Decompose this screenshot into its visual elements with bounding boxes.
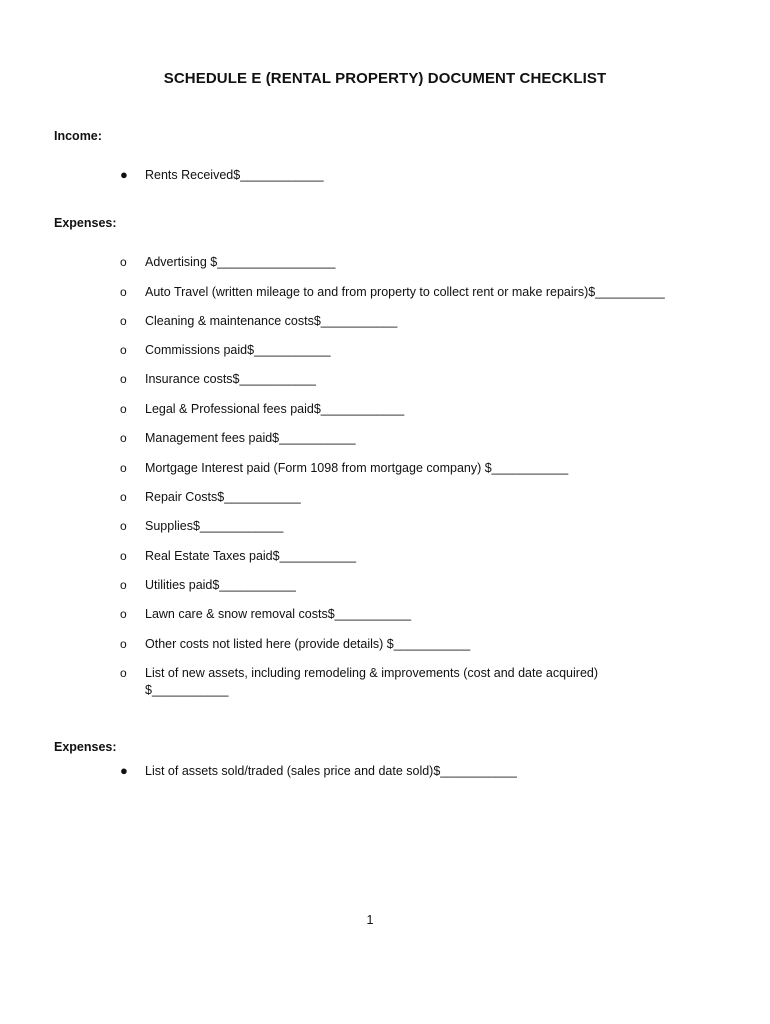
page-number: 1	[366, 913, 374, 927]
list-item-text: Utilities paid$___________	[145, 578, 296, 592]
list-item-text: Repair Costs$___________	[145, 490, 301, 504]
list-item-text: List of new assets, including remodeling & improvements (cost and date acquired)	[145, 666, 599, 680]
income-heading: Income:	[54, 129, 102, 143]
list-item-text: Legal & Professional fees paid$____________	[145, 402, 405, 416]
bullet-circle-icon: o	[120, 402, 127, 416]
bullet-disc-icon: ●	[120, 167, 128, 182]
bullet-circle-icon: o	[120, 372, 127, 386]
list-item-text: Cleaning & maintenance costs$___________	[145, 314, 398, 328]
expenses-heading: Expenses:	[54, 216, 117, 230]
bullet-circle-icon: o	[120, 666, 127, 680]
list-item-text: Management fees paid$___________	[145, 431, 356, 445]
bullet-circle-icon: o	[120, 578, 127, 592]
bullet-circle-icon: o	[120, 549, 127, 563]
list-item-text: Insurance costs$___________	[145, 372, 316, 386]
bullet-circle-icon: o	[120, 637, 127, 651]
bullet-circle-icon: o	[120, 490, 127, 504]
bullet-circle-icon: o	[120, 461, 127, 475]
list-item-text: Advertising $_________________	[145, 255, 336, 269]
list-item-text: Other costs not listed here (provide details) $___________	[145, 637, 471, 651]
list-item-text: Lawn care & snow removal costs$___________	[145, 607, 412, 621]
bullet-circle-icon: o	[120, 255, 127, 269]
list-item-text: List of assets sold/traded (sales price and date sold)$___________	[145, 764, 517, 778]
list-item-text: Auto Travel (written mileage to and from property to collect rent or make repairs)$__________	[145, 285, 665, 299]
bullet-circle-icon: o	[120, 343, 127, 357]
bullet-circle-icon: o	[120, 519, 127, 533]
expenses-heading-2: Expenses:	[54, 740, 117, 754]
list-item-text: Rents Received$____________	[145, 168, 324, 182]
bullet-circle-icon: o	[120, 431, 127, 445]
list-item-text: Real Estate Taxes paid$___________	[145, 549, 357, 563]
bullet-circle-icon: o	[120, 314, 127, 328]
bullet-circle-icon: o	[120, 607, 127, 621]
list-item-text: $___________	[145, 683, 229, 697]
list-item-text: Mortgage Interest paid (Form 1098 from mortgage company) $___________	[145, 461, 569, 475]
list-item-text: Commissions paid$___________	[145, 343, 331, 357]
bullet-circle-icon: o	[120, 285, 127, 299]
document-title: SCHEDULE E (RENTAL PROPERTY) DOCUMENT CHECKLIST	[163, 70, 607, 87]
list-item-text: Supplies$____________	[145, 519, 284, 533]
bullet-disc-icon: ●	[120, 763, 128, 778]
